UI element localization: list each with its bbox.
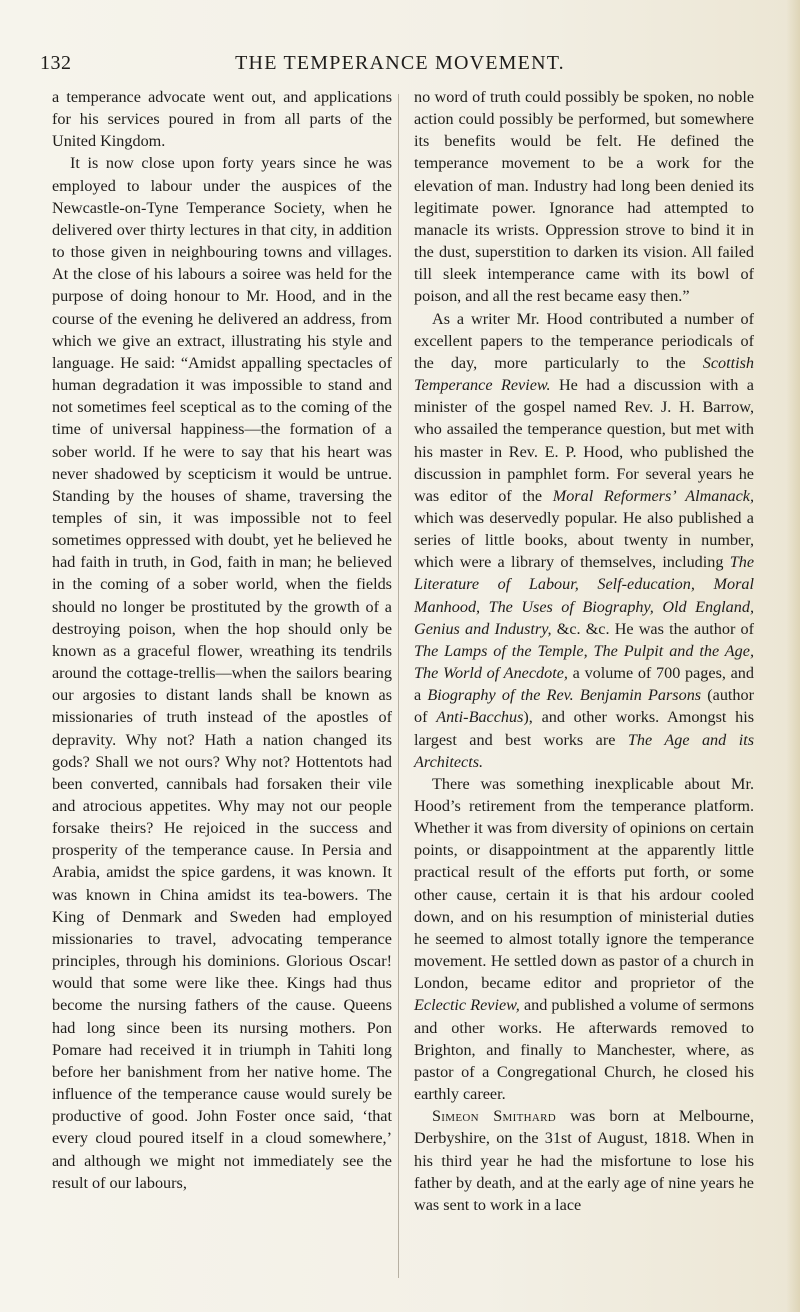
- italic-title: Moral Reformers’ Almanack,: [552, 486, 754, 505]
- italic-title: Eclectic Review,: [414, 996, 520, 1015]
- page-edge-shadow: [786, 0, 800, 1312]
- column-divider: [398, 94, 399, 1278]
- text-run: (author of: [414, 686, 755, 727]
- italic-title: The Lamps of the Temple, The Pulpit and the Age, The World of Anecdote,: [414, 641, 754, 683]
- italic-title: Biography of the Rev. Benjamin Parsons: [427, 686, 702, 705]
- page-number: 132: [40, 52, 72, 74]
- text-run: ), and other works. Amongst his largest and best works are: [414, 708, 755, 749]
- paragraph: [414, 773, 754, 1105]
- italic-title: The Literature of Labour, Self-education, Moral Manhood, The Uses of Biography, Old England, Genius and Industry,: [414, 553, 754, 638]
- right-column: [414, 86, 754, 1216]
- running-title: THE TEMPERANCE MOVEMENT.: [235, 52, 565, 74]
- paragraph: a temperance advocate went out, and applications for his services poured in from all parts of the United Kingdom.: [52, 88, 392, 151]
- italic-title: Anti-Bacchus: [436, 708, 524, 727]
- left-column: [52, 86, 392, 1194]
- text-run: which was deservedly popular. He also published a series of little books, about twenty in number, which were a library of themselves, including: [414, 508, 754, 572]
- paragraph: [414, 308, 754, 773]
- person-name: Simeon Smithard: [432, 1107, 556, 1126]
- text-run: a volume of 700 pages, and a: [414, 664, 754, 705]
- running-head: [40, 52, 760, 82]
- text-run: and published a volume of sermons and other works. He afterwards removed to Brighton, and finally to Manchester, where, as pastor of a Congregational Church, he closed his earthly career.: [414, 996, 755, 1104]
- text-run: &c. &c. He was the author of: [551, 619, 755, 638]
- paragraph: It is now close upon forty years since he was employed to labour under the auspices of the Newcastle-on-Tyne Temperance Society, when he delivered over thirty lectures in that city, in addition to those given in neighbouring towns and villages. At the close of his labours a soiree was held for the purpose of doing honour to Mr. Hood, and in the course of the evening he delivered an address, from which we give an extract, illustrating his style and language. He said: “Amidst appalling spectacles of human degradation it was impossible to stand and not sometimes feel sceptical as to the coming of the time of universal happiness—the formation of a sober world. If he were to say that his heart was never shadowed by scepticism it would be untrue. Standing by the houses of shame, traversing the temples of sin, it was impossible not to feel sometimes oppressed with doubt, yet he believed he had faith in truth, in God, faith in man; he believed in the coming of a sober world, when the fields should no longer be prostituted by the growth of a destroying poison, when the hop should only be known as a graceful flower, wreathing its tendrils around the cottage-trellis—when the sailors bearing our argosies to distant lands shall be known as missionaries of truth instead of the apostles of depravity. Why not? Hath a nation changed its gods? Shall we not ours? Why not? Hottentots had been converted, cannibals had forsaken their vile and atrocious appetites. Why may not our people forsake theirs? He rejoiced in the success and prosperity of the temperance cause. In Persia and Arabia, amidst the spice gardens, it was known. It was known in China amidst its tea-bowers. The King of Denmark and Sweden had employed missionaries to travel, advocating temperance principles, through his dominions. Glorious Oscar! would that some were like thee. Kings had thus become the nursing fathers of the cause. Queens had long since been its nursing mothers. Pon Pomare had received it in triumph in Tahiti long before her banishment from her native home. The influence of the temperance cause would surely be productive of good. John Foster once said, ‘that every cloud poured itself in a cloud somewhere,’ and although we might not immediately see the result of our labours,: [52, 154, 392, 1192]
- italic-title: The Age and its Architects.: [414, 730, 754, 771]
- text-run: He had a discussion with a minister of the gospel named Rev. J. H. Barrow, who assailed the temperance question, but met with his master in Rev. E. P. Hood, who published the discussion in pamphlet form. For several years he was editor of the: [414, 376, 754, 505]
- italic-title: Scottish Temperance Review.: [414, 353, 754, 395]
- text-run: was born at Melbourne, Derbyshire, on the 31st of August, 1818. When in his third year he had the misfortune to lose his father by death, and at the early age of nine years he was sent to work in a lace: [414, 1107, 755, 1214]
- paragraph: [414, 1105, 754, 1216]
- paragraph: no word of truth could possibly be spoken, no noble action could possibly be performed, but somewhere its benefits would be felt. He defined the temperance movement to be a work for the elevation of man. Industry had long been denied its legitimate power. Ignorance had attempted to manacle its wrists. Oppression strove to bind it in the dust, superstition to darken its vision. All failed till sleek intemperance came with its bowl of poison, and all the rest became easy then.”: [414, 88, 754, 306]
- text-run: There was something inexplicable about Mr. Hood’s retirement from the temperance platform. Whether it was from diversity of opinions on certain points, or disappointment at the apparently little practical result of the efforts put forth, or some other cause, certain it is that his ardour cooled down, and on his resumption of ministerial duties he seemed to almost totally ignore the temperance movement. He settled down as pastor of a church in London, became editor and proprietor of the: [414, 774, 754, 993]
- text-run: As a writer Mr. Hood contributed a number of excellent papers to the temperance periodicals of the day, more particularly to the: [414, 309, 754, 372]
